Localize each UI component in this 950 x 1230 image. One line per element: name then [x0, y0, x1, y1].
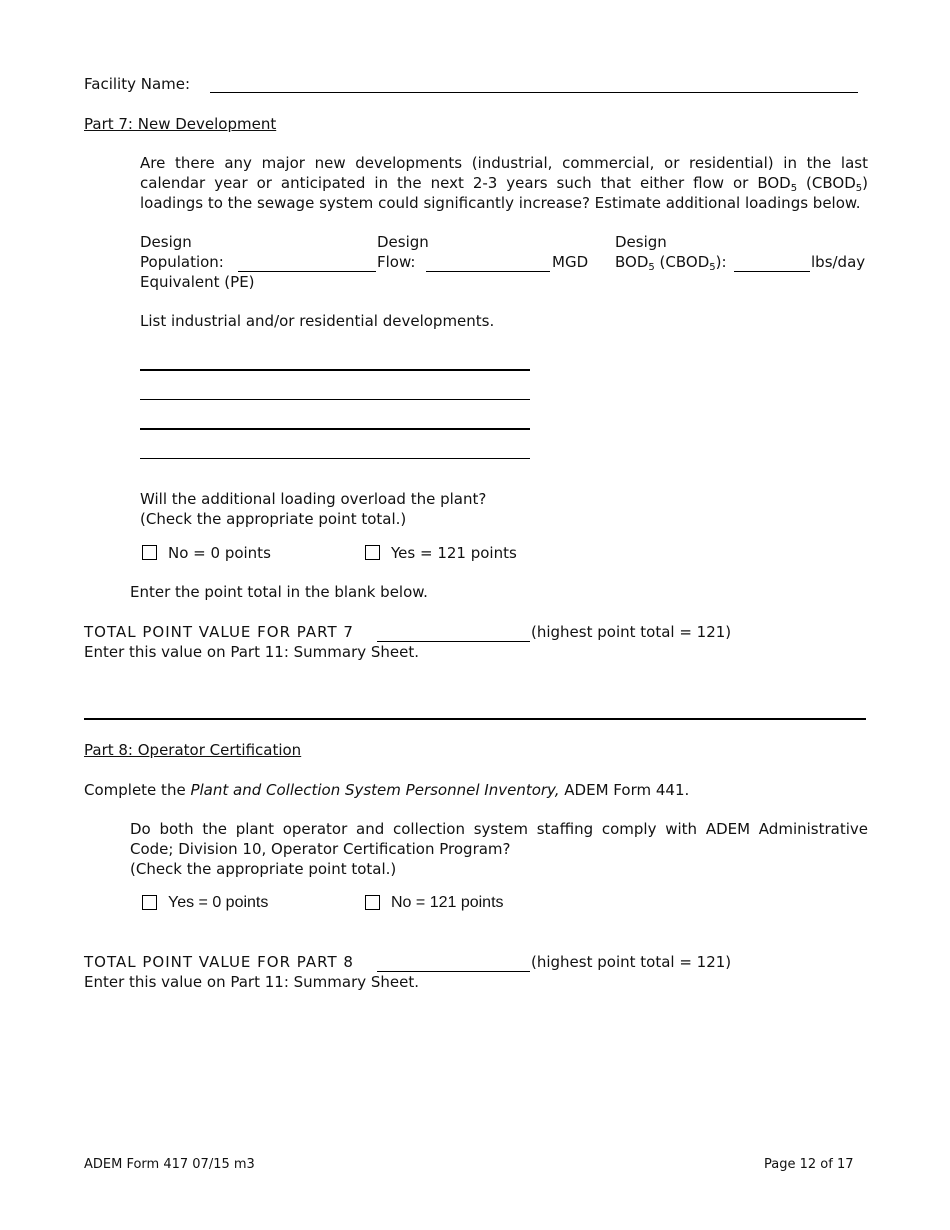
section-divider: [84, 718, 866, 720]
part7-question-line2: calendar year or anticipated in the next 2-3 years such that either flow or $BOD_5$ $(CBOD_5)$: [140, 174, 868, 194]
part7-total-label: TOTAL POINT VALUE FOR PART 7: [84, 623, 354, 641]
design-pop-label-1: Design: [140, 233, 192, 251]
overload-yes-checkbox[interactable]: [365, 545, 380, 560]
part7-title: Part 7: New Development: [84, 115, 277, 133]
overload-no-label: No = 0 points: [168, 544, 271, 562]
part8-highest-total: (highest point total = 121): [531, 953, 732, 971]
facility-name-label: Facility Name:: [84, 75, 191, 93]
compliance-no-label: No = 121 points: [391, 894, 504, 911]
developments-line-4[interactable]: [140, 440, 530, 459]
design-bod-unit: lbs/day: [811, 253, 866, 271]
design-bod-label-2: $BOD_5$ $(CBOD_5)$:: [615, 253, 727, 273]
overload-no-checkbox[interactable]: [142, 545, 157, 560]
design-flow-unit: MGD: [552, 253, 589, 271]
part7-summary-note: Enter this value on Part 11: Summary Sheet.: [84, 643, 420, 661]
compliance-no-checkbox[interactable]: [365, 895, 380, 910]
design-flow-label-2: Flow:: [377, 253, 416, 271]
developments-list-label: List industrial and/or residential developments.: [140, 312, 495, 330]
compliance-yes-label: Yes = 0 points: [168, 894, 269, 911]
design-pop-label-2: Population:: [140, 253, 224, 271]
compliance-yes-checkbox[interactable]: [142, 895, 157, 910]
part7-highest-total: (highest point total = 121): [531, 623, 732, 641]
design-bod-field[interactable]: [734, 253, 810, 272]
design-flow-label-1: Design: [377, 233, 429, 251]
developments-line-1[interactable]: [140, 351, 530, 371]
developments-line-2[interactable]: [140, 381, 530, 400]
design-bod-label-1: Design: [615, 233, 667, 251]
design-pop-label-3: Equivalent (PE): [140, 273, 255, 291]
enter-point-instruction: Enter the point total in the blank below.: [130, 583, 428, 601]
part7-total-field[interactable]: [377, 623, 530, 642]
overload-question-1: Will the additional loading overload the plant?: [140, 490, 487, 508]
part8-complete-instruction: Complete the Plant and Collection System Personnel Inventory, ADEM Form 441.: [84, 781, 690, 799]
footer-form-id: ADEM Form 417 07/15 m3: [84, 1157, 255, 1172]
part8-question-line2: Code; Division 10, Operator Certification Program?: [130, 840, 511, 858]
part8-question-line1: Do both the plant operator and collection system staffing comply with ADEM Administrative: [130, 820, 868, 838]
part8-title: Part 8: Operator Certification: [84, 741, 302, 759]
part8-question-line3: (Check the appropriate point total.): [130, 860, 397, 878]
overload-question-2: (Check the appropriate point total.): [140, 510, 407, 528]
part8-total-field[interactable]: [377, 953, 530, 972]
design-population-field[interactable]: [238, 253, 376, 272]
developments-line-3[interactable]: [140, 410, 530, 430]
overload-yes-label: Yes = 121 points: [391, 544, 517, 562]
part8-total-label: TOTAL POINT VALUE FOR PART 8: [84, 953, 354, 971]
part7-question-line1: Are there any major new developments (industrial, commercial, or residential) in the last: [140, 154, 868, 172]
facility-name-field[interactable]: [210, 74, 858, 93]
footer-page-number: Page 12 of 17: [764, 1157, 854, 1172]
design-flow-field[interactable]: [426, 253, 550, 272]
part7-question-line3: loadings to the sewage system could significantly increase? Estimate additional loadings below.: [140, 194, 861, 212]
part8-summary-note: Enter this value on Part 11: Summary Sheet.: [84, 973, 420, 991]
